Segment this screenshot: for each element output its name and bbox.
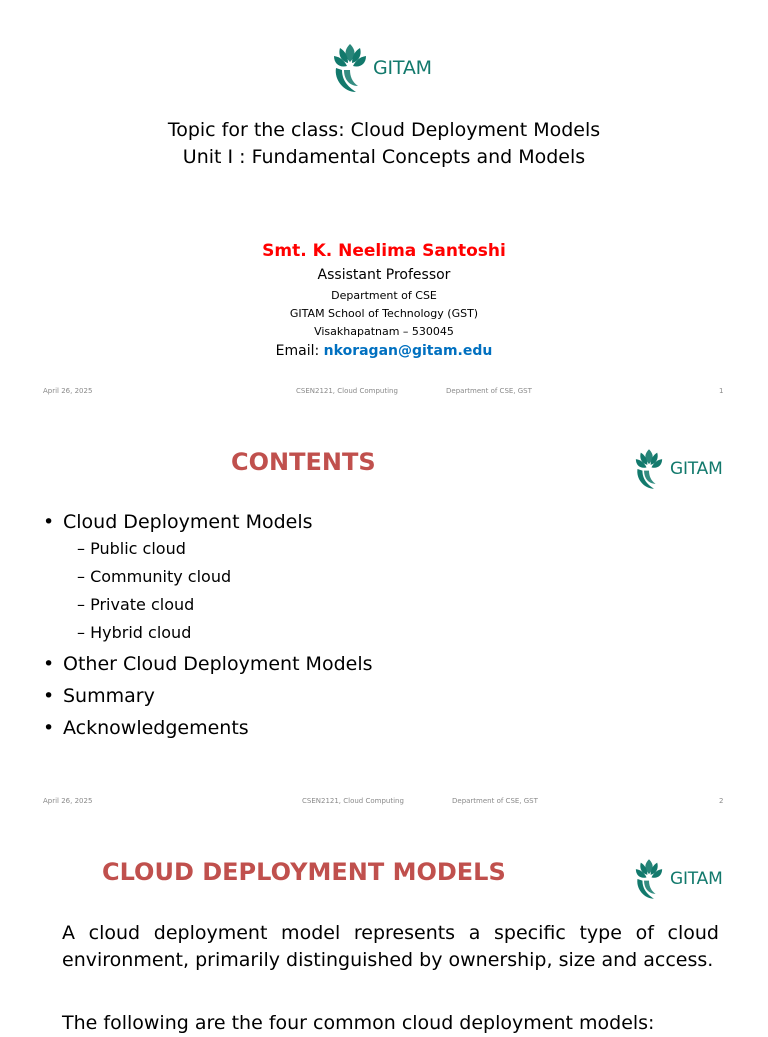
- author-name: Smt. K. Neelima Santoshi: [262, 241, 506, 261]
- sub-list-item: [70, 595, 373, 623]
- author-department: Department of CSE: [331, 289, 437, 302]
- slide-1: [0, 0, 768, 410]
- gitam-logo: [631, 856, 723, 902]
- sub-list-item-label: Public cloud: [90, 539, 186, 558]
- list-item: [43, 653, 373, 685]
- author-school: GITAM School of Technology (GST): [289, 307, 479, 320]
- gitam-swirl-icon: [631, 446, 667, 492]
- gitam-logo: [631, 446, 723, 492]
- email-link[interactable]: nkoragan@gitam.edu: [323, 343, 493, 359]
- footer-course: CSEN2121, Cloud Computing: [302, 797, 404, 805]
- footer-date: April 26, 2025: [43, 387, 93, 395]
- bullet-icon: •: [43, 511, 55, 533]
- gitam-swirl-icon: [631, 856, 667, 902]
- sub-list-item-label: Private cloud: [90, 595, 195, 614]
- bullet-icon: •: [43, 685, 55, 707]
- gitam-swirl-icon: [330, 40, 370, 96]
- dash-icon: –: [77, 539, 91, 558]
- topic-line-1: Topic for the class: Cloud Deployment Models: [167, 119, 601, 141]
- list-item-label: Cloud Deployment Models: [63, 511, 313, 533]
- dash-icon: –: [77, 595, 91, 614]
- footer-dept: Department of CSE, GST: [446, 387, 532, 395]
- author-city: Visakhapatnam – 530045: [314, 325, 454, 338]
- dash-icon: –: [77, 567, 91, 586]
- list-item-label: Acknowledgements: [63, 717, 249, 739]
- footer-course: CSEN2121, Cloud Computing: [296, 387, 398, 395]
- topic-title: [0, 117, 768, 171]
- footer-page: 1: [719, 387, 724, 395]
- sub-list-item-label: Community cloud: [90, 567, 232, 586]
- footer-page: 2: [719, 797, 724, 805]
- footer-dept: Department of CSE, GST: [452, 797, 538, 805]
- sub-list: [70, 539, 373, 653]
- sub-list-item: [70, 567, 373, 595]
- logo-text: GITAM: [373, 57, 432, 79]
- footer-date: April 26, 2025: [43, 797, 93, 805]
- sub-list-item: [70, 539, 373, 567]
- email-line: [0, 343, 768, 359]
- gitam-logo: [330, 40, 432, 96]
- logo-text: GITAM: [670, 869, 723, 889]
- logo-text: GITAM: [670, 459, 723, 479]
- section-heading: CLOUD DEPLOYMENT MODELS: [102, 858, 506, 886]
- sub-list-container: [43, 539, 373, 653]
- list-item-label: Summary: [63, 685, 155, 707]
- contents-list: [43, 511, 373, 749]
- contents-heading: CONTENTS: [231, 448, 376, 476]
- list-item: [43, 717, 373, 749]
- topic-line-2: Unit I : Fundamental Concepts and Models: [182, 146, 586, 168]
- list-item-label: Other Cloud Deployment Models: [63, 653, 373, 675]
- dash-icon: –: [77, 623, 91, 642]
- email-label: Email:: [275, 343, 324, 359]
- list-item: [43, 511, 373, 539]
- sub-list-item: [70, 623, 373, 653]
- slide-3: [0, 820, 768, 1034]
- intro-paragraph: A cloud deployment model represents a specific type of cloud environment, primarily distinguished by ownership, size and access.: [62, 922, 719, 971]
- models-intro-paragraph: The following are the four common cloud deployment models:: [62, 1012, 655, 1034]
- author-role: Assistant Professor: [317, 267, 451, 283]
- sub-list-item-label: Hybrid cloud: [90, 623, 192, 642]
- list-item: [43, 685, 373, 717]
- slide-2: [0, 410, 768, 820]
- bullet-icon: •: [43, 717, 55, 739]
- bullet-icon: •: [43, 653, 55, 675]
